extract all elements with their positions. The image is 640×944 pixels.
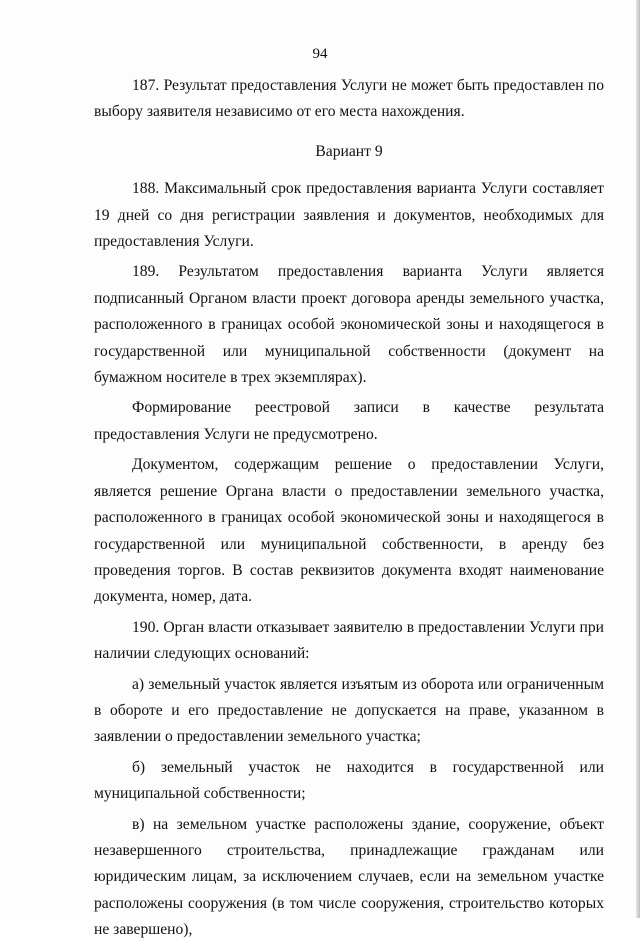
list-item-c: в) на земельном участке расположены здание, сооружение, объект незавершенного строительства, принадлежащие гражданам или юридическим лицам, за исключением случаев, если на земельном участке расположены сооружения (в том числе сооружения, строительство которых не завершено), [94,815,604,939]
variant-heading: Вариант 9 [315,142,383,160]
list-item-b: б) земельный участок не находится в государственной или муниципальной собственности; [94,758,604,803]
paragraph-registry: Формирование реестровой записи в качестве результата предоставления Услуги не предусмотрено. [94,399,604,443]
paragraph-190: 190. Орган власти отказывает заявителю в предоставлении Услуги при наличии следующих оснований: [94,618,604,663]
paragraph-189: 189. Результатом предоставления варианта Услуги является подписанный Органом власти проект договора аренды земельного участка, расположенного в границах особой экономической зоны и находящегося в государственной или муниципальной собственности (документ на бумажном носителе в трех экземплярах). [94,263,604,387]
paragraph-decision: Документом, содержащим решение о предоставлении Услуги, является решение Органа власти о предоставлении земельного участка, расположенного в границах особой экономической зоны и находящегося в государственной или муниципальной собственности, в аренду без проведения торгов. В состав реквизитов документа входят наименование документа, номер, дата. [94,456,604,606]
document-body [94,73,604,944]
list-item-a: а) земельный участок является изъятым из оборота или ограниченным в обороте и его предоставление не допускается на праве, указанном в заявлении о предоставлении земельного участка; [94,675,604,746]
page-number: 94 [312,46,328,62]
paragraph-188: 188. Максимальный срок предоставления варианта Услуги составляет 19 дней со дня регистрации заявления и документов, необходимых для предоставления Услуги. [94,180,604,251]
page-edge-shadow [636,0,640,918]
paragraph-187: 187. Результат предоставления Услуги не может быть предоставлен по выбору заявителя независимо от его места нахождения. [94,77,604,121]
